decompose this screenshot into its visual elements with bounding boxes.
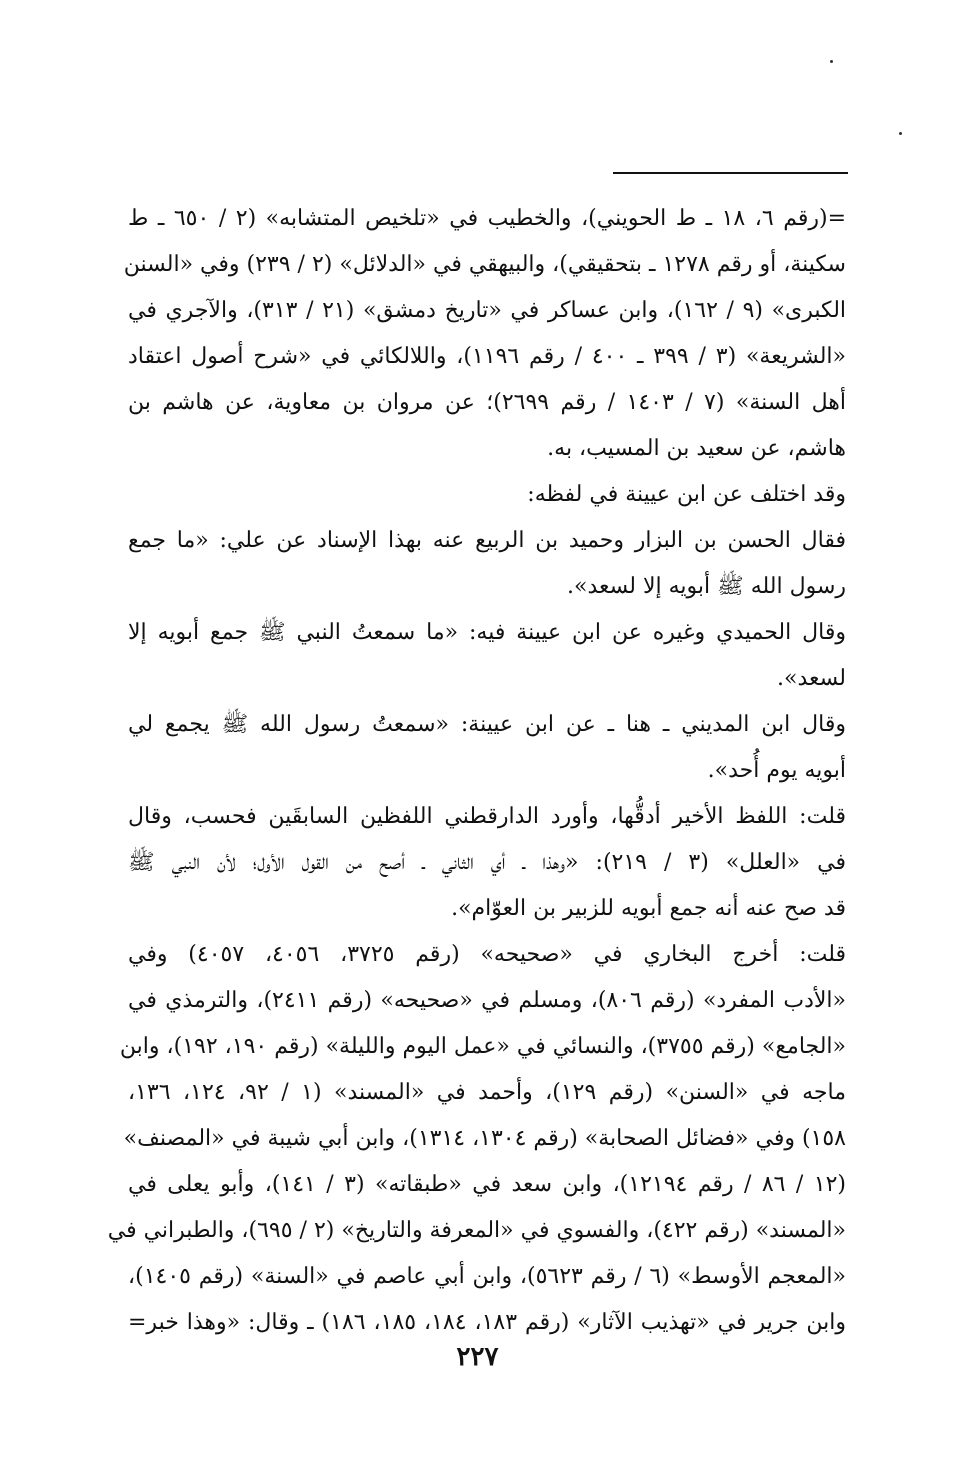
footnote-line: وقد اختلف عن ابن عيينة في لفظه:: [527, 482, 846, 507]
footnote-line: لسعد».: [777, 666, 846, 691]
footnote-separator-rule: [613, 172, 848, 174]
footnote-line: في «العلل» (٣ / ٢١٩): «وهذا ـ أي الثاني ـ أصح من القول الأول؛ لأن النبي ﷺ: [128, 850, 846, 875]
footnote-text: [107, 196, 847, 1346]
scan-speck: [830, 60, 833, 63]
footnote-line: «الشريعة» (٣ / ٣٩٩ ـ ٤٠٠ / رقم ١١٩٦)، واللالكائي في «شرح أصول اعتقاد: [128, 344, 846, 369]
footnote-line: «المسند» (رقم ٤٢٢)، والفسوي في «المعرفة والتاريخ» (٢ / ٦٩٥)، والطبراني في: [107, 1218, 846, 1243]
scan-speck: [899, 132, 902, 135]
page-number: ٢٢٧: [456, 1342, 499, 1372]
footnote-line: =(رقم ٦، ١٨ ـ ط الحويني)، والخطيب في «تلخيص المتشابه» (٢ / ٦٥٠ ـ ط: [128, 206, 847, 231]
footnote-line: (١٢ / ٨٦ / رقم ١٢١٩٤)، وابن سعد في «طبقاته» (٣ / ١٤١)، وأبو يعلى في: [128, 1172, 846, 1197]
footnote-line: وقال الحميدي وغيره عن ابن عيينة فيه: «ما سمعتُ النبي ﷺ جمع أبويه إلا: [128, 620, 846, 645]
footnote-line: ١٥٨) وفي «فضائل الصحابة» (رقم ١٣٠٤، ١٣١٤)، وابن أبي شيبة في «المصنف»: [123, 1126, 846, 1151]
footnote-line: أبويه يوم أُحد».: [707, 758, 846, 783]
footnote-line: ماجه في «السنن» (رقم ١٢٩)، وأحمد في «المسند» (١ / ٩٢، ١٢٤، ١٣٦،: [128, 1080, 847, 1105]
footnote-line: «الأدب المفرد» (رقم ٨٠٦)، ومسلم في «صحيحه» (رقم ٢٤١١)، والترمذي في: [128, 988, 846, 1013]
footnote-line: فقال الحسن بن البزار وحميد بن الربيع عنه بهذا الإسناد عن علي: «ما جمع: [128, 528, 846, 553]
footnote-line: وابن جرير في «تهذيب الآثار» (رقم ١٨٣، ١٨٤، ١٨٥، ١٨٦) ـ وقال: «وهذا خبر=: [128, 1310, 847, 1335]
footnote-line: الكبرى» (٩ / ١٦٢)، وابن عساكر في «تاريخ دمشق» (٢١ / ٣١٣)، والآجري في: [128, 298, 847, 323]
footnote-line: قد صح عنه أنه جمع أبويه للزبير بن العوّام».: [451, 896, 846, 921]
footnote-line: أهل السنة» (٧ / ١٤٠٣ / رقم ٢٦٩٩)؛ عن مروان بن معاوية، عن هاشم بن: [128, 390, 846, 415]
footnote-line: وقال ابن المديني ـ هنا ـ عن ابن عيينة: «سمعتُ رسول الله ﷺ يجمع لي: [128, 712, 846, 737]
footnote-line: قلت: اللفظ الأخير أدقُّها، وأورد الدارقطني اللفظين السابقَين فحسب، وقال: [128, 804, 846, 829]
footnote-line: «الجامع» (رقم ٣٧٥٥)، والنسائي في «عمل اليوم والليلة» (رقم ١٩٠، ١٩٢)، وابن: [119, 1034, 846, 1059]
footnote-line: سكينة، أو رقم ١٢٧٨ ـ بتحقيقي)، والبيهقي في «الدلائل» (٢ / ٢٣٩) وفي «السنن: [123, 252, 846, 277]
footnote-line: قلت: أخرج البخاري في «صحيحه» (رقم ٣٧٢٥، ٤٠٥٦، ٤٠٥٧) وفي: [128, 942, 847, 967]
footnote-line: هاشم، عن سعيد بن المسيب، به.: [547, 436, 846, 461]
footnote-line: «المعجم الأوسط» (٦ / رقم ٥٦٢٣)، وابن أبي عاصم في «السنة» (رقم ١٤٠٥)،: [128, 1264, 846, 1289]
footnote-line: رسول الله ﷺ أبويه إلا لسعد».: [567, 574, 846, 599]
